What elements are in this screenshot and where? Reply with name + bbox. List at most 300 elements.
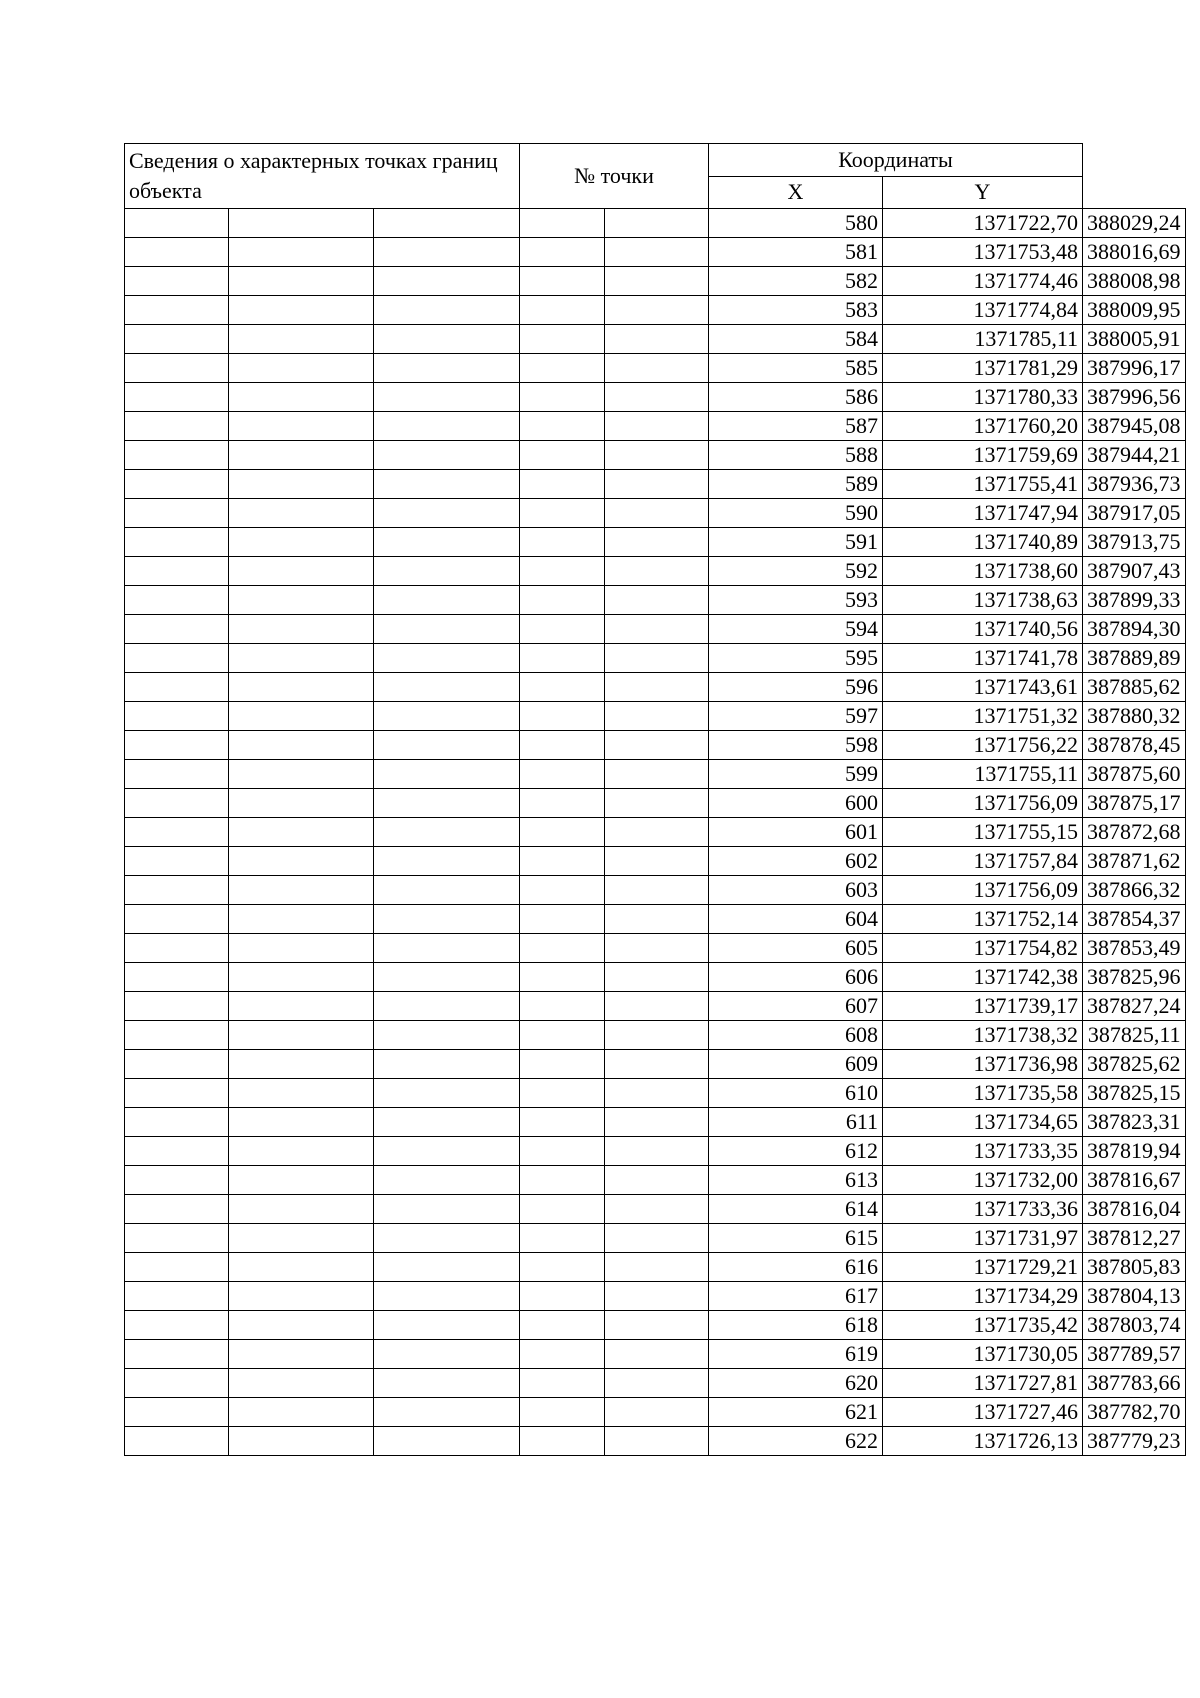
empty-cell bbox=[374, 1340, 520, 1369]
empty-cell bbox=[605, 760, 709, 789]
empty-cell bbox=[374, 267, 520, 296]
table-row bbox=[125, 499, 1186, 528]
x-coordinate-cell: 1371747,94 bbox=[883, 499, 1083, 528]
empty-cell bbox=[374, 1427, 520, 1456]
point-number-cell: 589 bbox=[709, 470, 883, 499]
empty-cell bbox=[520, 789, 605, 818]
y-coordinate-cell: 387878,45 bbox=[1083, 731, 1186, 760]
y-coordinate-cell: 387854,37 bbox=[1083, 905, 1186, 934]
empty-cell bbox=[125, 557, 229, 586]
empty-cell bbox=[605, 441, 709, 470]
empty-cell bbox=[229, 1311, 374, 1340]
x-coordinate-cell: 1371738,60 bbox=[883, 557, 1083, 586]
table-row bbox=[125, 963, 1186, 992]
point-number-cell: 591 bbox=[709, 528, 883, 557]
empty-cell bbox=[520, 847, 605, 876]
table-row bbox=[125, 615, 1186, 644]
empty-cell bbox=[520, 1340, 605, 1369]
point-number-cell: 617 bbox=[709, 1282, 883, 1311]
empty-cell bbox=[125, 1427, 229, 1456]
empty-cell bbox=[605, 1224, 709, 1253]
empty-cell bbox=[520, 1050, 605, 1079]
empty-cell bbox=[374, 1195, 520, 1224]
empty-cell bbox=[125, 1021, 229, 1050]
x-coordinate-cell: 1371756,09 bbox=[883, 789, 1083, 818]
empty-cell bbox=[520, 673, 605, 702]
empty-cell bbox=[520, 1311, 605, 1340]
empty-cell bbox=[605, 557, 709, 586]
empty-cell bbox=[125, 267, 229, 296]
empty-cell bbox=[125, 760, 229, 789]
point-number-cell: 595 bbox=[709, 644, 883, 673]
y-coordinate-cell: 388016,69 bbox=[1083, 238, 1186, 267]
empty-cell bbox=[605, 1021, 709, 1050]
empty-cell bbox=[125, 847, 229, 876]
point-number-cell: 600 bbox=[709, 789, 883, 818]
info-title-cell: Сведения о характерных точках границ объекта bbox=[125, 144, 520, 209]
empty-cell bbox=[229, 528, 374, 557]
empty-cell bbox=[605, 1137, 709, 1166]
x-coordinate-cell: 1371726,13 bbox=[883, 1427, 1083, 1456]
empty-cell bbox=[520, 702, 605, 731]
empty-cell bbox=[229, 1253, 374, 1282]
empty-cell bbox=[229, 470, 374, 499]
table-row bbox=[125, 731, 1186, 760]
empty-cell bbox=[605, 499, 709, 528]
empty-cell bbox=[374, 731, 520, 760]
empty-cell bbox=[229, 586, 374, 615]
empty-cell bbox=[605, 1311, 709, 1340]
empty-cell bbox=[520, 528, 605, 557]
empty-cell bbox=[374, 673, 520, 702]
y-coordinate-cell: 388009,95 bbox=[1083, 296, 1186, 325]
empty-cell bbox=[229, 1224, 374, 1253]
empty-cell bbox=[229, 354, 374, 383]
empty-cell bbox=[125, 1166, 229, 1195]
point-number-cell: 615 bbox=[709, 1224, 883, 1253]
table-row bbox=[125, 818, 1186, 847]
y-coordinate-cell: 387816,04 bbox=[1083, 1195, 1186, 1224]
boundary-points-table bbox=[124, 143, 1186, 1456]
x-coordinate-cell: 1371742,38 bbox=[883, 963, 1083, 992]
empty-cell bbox=[374, 1021, 520, 1050]
empty-cell bbox=[520, 1021, 605, 1050]
empty-cell bbox=[520, 1282, 605, 1311]
point-number-cell: 612 bbox=[709, 1137, 883, 1166]
empty-cell bbox=[605, 1427, 709, 1456]
empty-cell bbox=[229, 1340, 374, 1369]
y-coordinate-cell: 387812,27 bbox=[1083, 1224, 1186, 1253]
x-coordinate-cell: 1371740,89 bbox=[883, 528, 1083, 557]
empty-cell bbox=[125, 354, 229, 383]
table-row bbox=[125, 1253, 1186, 1282]
x-coordinate-cell: 1371755,15 bbox=[883, 818, 1083, 847]
x-coordinate-cell: 1371774,46 bbox=[883, 267, 1083, 296]
empty-cell bbox=[229, 1137, 374, 1166]
table-row bbox=[125, 934, 1186, 963]
y-coordinate-cell: 387894,30 bbox=[1083, 615, 1186, 644]
empty-cell bbox=[374, 470, 520, 499]
point-number-cell: 614 bbox=[709, 1195, 883, 1224]
x-coordinate-cell: 1371753,48 bbox=[883, 238, 1083, 267]
x-coordinate-cell: 1371740,56 bbox=[883, 615, 1083, 644]
empty-cell bbox=[374, 876, 520, 905]
empty-cell bbox=[125, 1253, 229, 1282]
empty-cell bbox=[605, 1369, 709, 1398]
point-number-cell: 609 bbox=[709, 1050, 883, 1079]
empty-cell bbox=[605, 412, 709, 441]
empty-cell bbox=[125, 1224, 229, 1253]
point-number-cell: 585 bbox=[709, 354, 883, 383]
table-row bbox=[125, 354, 1186, 383]
y-coordinate-cell: 387880,32 bbox=[1083, 702, 1186, 731]
empty-cell bbox=[374, 934, 520, 963]
empty-cell bbox=[520, 905, 605, 934]
empty-cell bbox=[520, 296, 605, 325]
y-coordinate-cell: 388029,24 bbox=[1083, 209, 1186, 238]
empty-cell bbox=[229, 818, 374, 847]
empty-cell bbox=[520, 557, 605, 586]
header-row-1 bbox=[125, 144, 1186, 177]
point-number-cell: 606 bbox=[709, 963, 883, 992]
x-coordinate-cell: 1371733,36 bbox=[883, 1195, 1083, 1224]
empty-cell bbox=[125, 905, 229, 934]
empty-cell bbox=[520, 963, 605, 992]
empty-cell bbox=[229, 992, 374, 1021]
empty-cell bbox=[229, 1050, 374, 1079]
empty-cell bbox=[605, 789, 709, 818]
empty-cell bbox=[605, 470, 709, 499]
empty-cell bbox=[229, 702, 374, 731]
y-coordinate-cell: 387789,57 bbox=[1083, 1340, 1186, 1369]
y-coordinate-cell: 387825,11 bbox=[1083, 1021, 1186, 1050]
y-coordinate-cell: 387803,74 bbox=[1083, 1311, 1186, 1340]
empty-cell bbox=[605, 847, 709, 876]
x-coordinate-cell: 1371751,32 bbox=[883, 702, 1083, 731]
empty-cell bbox=[229, 615, 374, 644]
x-coordinate-cell: 1371736,98 bbox=[883, 1050, 1083, 1079]
empty-cell bbox=[520, 1195, 605, 1224]
y-coordinate-cell: 387936,73 bbox=[1083, 470, 1186, 499]
empty-cell bbox=[520, 1108, 605, 1137]
table-row bbox=[125, 644, 1186, 673]
empty-cell bbox=[520, 1166, 605, 1195]
x-coordinate-cell: 1371738,63 bbox=[883, 586, 1083, 615]
y-coordinate-cell: 387825,15 bbox=[1083, 1079, 1186, 1108]
empty-cell bbox=[229, 1398, 374, 1427]
empty-cell bbox=[374, 383, 520, 412]
y-coordinate-cell: 387853,49 bbox=[1083, 934, 1186, 963]
x-coordinate-cell: 1371754,82 bbox=[883, 934, 1083, 963]
y-coordinate-cell: 387804,13 bbox=[1083, 1282, 1186, 1311]
empty-cell bbox=[374, 528, 520, 557]
empty-cell bbox=[229, 1282, 374, 1311]
empty-cell bbox=[520, 441, 605, 470]
empty-cell bbox=[605, 876, 709, 905]
empty-cell bbox=[374, 1224, 520, 1253]
y-coordinate-cell: 387996,56 bbox=[1083, 383, 1186, 412]
table-row bbox=[125, 789, 1186, 818]
empty-cell bbox=[229, 499, 374, 528]
empty-cell bbox=[605, 586, 709, 615]
x-coordinate-cell: 1371759,69 bbox=[883, 441, 1083, 470]
empty-cell bbox=[125, 586, 229, 615]
empty-cell bbox=[374, 557, 520, 586]
empty-cell bbox=[125, 1137, 229, 1166]
y-coordinate-cell: 387907,43 bbox=[1083, 557, 1186, 586]
empty-cell bbox=[520, 731, 605, 760]
point-number-cell: 610 bbox=[709, 1079, 883, 1108]
empty-cell bbox=[374, 1369, 520, 1398]
empty-cell bbox=[374, 992, 520, 1021]
table-row bbox=[125, 586, 1186, 615]
y-coordinate-cell: 387866,32 bbox=[1083, 876, 1186, 905]
x-coordinate-cell: 1371774,84 bbox=[883, 296, 1083, 325]
empty-cell bbox=[374, 412, 520, 441]
empty-cell bbox=[125, 470, 229, 499]
empty-cell bbox=[374, 818, 520, 847]
y-coordinate-cell: 387823,31 bbox=[1083, 1108, 1186, 1137]
empty-cell bbox=[125, 992, 229, 1021]
point-number-cell: 592 bbox=[709, 557, 883, 586]
empty-cell bbox=[520, 267, 605, 296]
table-row bbox=[125, 1108, 1186, 1137]
empty-cell bbox=[605, 383, 709, 412]
empty-cell bbox=[229, 209, 374, 238]
table-row bbox=[125, 441, 1186, 470]
empty-cell bbox=[229, 673, 374, 702]
empty-cell bbox=[229, 963, 374, 992]
table-row bbox=[125, 1050, 1186, 1079]
empty-cell bbox=[229, 644, 374, 673]
empty-cell bbox=[374, 325, 520, 354]
empty-cell bbox=[229, 1195, 374, 1224]
empty-cell bbox=[374, 760, 520, 789]
coordinates-header: Координаты bbox=[709, 144, 1083, 177]
empty-cell bbox=[374, 1050, 520, 1079]
empty-cell bbox=[374, 847, 520, 876]
empty-cell bbox=[374, 789, 520, 818]
point-number-cell: 611 bbox=[709, 1108, 883, 1137]
empty-cell bbox=[125, 731, 229, 760]
empty-cell bbox=[125, 615, 229, 644]
empty-cell bbox=[229, 731, 374, 760]
point-number-cell: 601 bbox=[709, 818, 883, 847]
y-coordinate-cell: 387871,62 bbox=[1083, 847, 1186, 876]
x-coordinate-cell: 1371755,41 bbox=[883, 470, 1083, 499]
table-row bbox=[125, 1195, 1186, 1224]
y-coordinate-cell: 387913,75 bbox=[1083, 528, 1186, 557]
empty-cell bbox=[374, 296, 520, 325]
table-row bbox=[125, 702, 1186, 731]
empty-cell bbox=[125, 383, 229, 412]
empty-cell bbox=[374, 963, 520, 992]
y-header: Y bbox=[883, 176, 1083, 209]
point-number-cell: 584 bbox=[709, 325, 883, 354]
empty-cell bbox=[229, 267, 374, 296]
table-row bbox=[125, 1369, 1186, 1398]
point-number-cell: 590 bbox=[709, 499, 883, 528]
x-header: X bbox=[709, 176, 883, 209]
y-coordinate-cell: 387945,08 bbox=[1083, 412, 1186, 441]
table-row bbox=[125, 1166, 1186, 1195]
point-number-cell: 602 bbox=[709, 847, 883, 876]
empty-cell bbox=[520, 1079, 605, 1108]
x-coordinate-cell: 1371722,70 bbox=[883, 209, 1083, 238]
table-row bbox=[125, 1282, 1186, 1311]
table-row bbox=[125, 557, 1186, 586]
y-coordinate-cell: 387944,21 bbox=[1083, 441, 1186, 470]
empty-cell bbox=[605, 1166, 709, 1195]
point-number-cell: 583 bbox=[709, 296, 883, 325]
empty-cell bbox=[520, 1253, 605, 1282]
empty-cell bbox=[520, 1224, 605, 1253]
empty-cell bbox=[520, 209, 605, 238]
empty-cell bbox=[520, 238, 605, 267]
empty-cell bbox=[374, 644, 520, 673]
empty-cell bbox=[520, 1398, 605, 1427]
table-row bbox=[125, 1311, 1186, 1340]
point-number-cell: 613 bbox=[709, 1166, 883, 1195]
empty-cell bbox=[125, 1398, 229, 1427]
y-coordinate-cell: 387899,33 bbox=[1083, 586, 1186, 615]
empty-cell bbox=[520, 876, 605, 905]
empty-cell bbox=[229, 557, 374, 586]
x-coordinate-cell: 1371741,78 bbox=[883, 644, 1083, 673]
empty-cell bbox=[520, 470, 605, 499]
empty-cell bbox=[520, 1137, 605, 1166]
empty-cell bbox=[125, 673, 229, 702]
empty-cell bbox=[374, 615, 520, 644]
x-coordinate-cell: 1371734,65 bbox=[883, 1108, 1083, 1137]
y-coordinate-cell: 387917,05 bbox=[1083, 499, 1186, 528]
y-coordinate-cell: 387816,67 bbox=[1083, 1166, 1186, 1195]
empty-cell bbox=[605, 1253, 709, 1282]
x-coordinate-cell: 1371743,61 bbox=[883, 673, 1083, 702]
point-number-cell: 619 bbox=[709, 1340, 883, 1369]
empty-cell bbox=[520, 499, 605, 528]
y-coordinate-cell: 387825,96 bbox=[1083, 963, 1186, 992]
x-coordinate-cell: 1371785,11 bbox=[883, 325, 1083, 354]
empty-cell bbox=[229, 441, 374, 470]
empty-cell bbox=[520, 934, 605, 963]
empty-cell bbox=[520, 354, 605, 383]
point-number-cell: 621 bbox=[709, 1398, 883, 1427]
empty-cell bbox=[374, 1311, 520, 1340]
empty-cell bbox=[605, 644, 709, 673]
y-coordinate-cell: 387889,89 bbox=[1083, 644, 1186, 673]
x-coordinate-cell: 1371731,97 bbox=[883, 1224, 1083, 1253]
empty-cell bbox=[125, 1282, 229, 1311]
empty-cell bbox=[520, 818, 605, 847]
empty-cell bbox=[605, 238, 709, 267]
empty-cell bbox=[520, 586, 605, 615]
empty-cell bbox=[125, 789, 229, 818]
empty-cell bbox=[229, 296, 374, 325]
table-row bbox=[125, 1021, 1186, 1050]
empty-cell bbox=[125, 528, 229, 557]
empty-cell bbox=[605, 1282, 709, 1311]
empty-cell bbox=[605, 1079, 709, 1108]
empty-cell bbox=[374, 1282, 520, 1311]
y-coordinate-cell: 387885,62 bbox=[1083, 673, 1186, 702]
empty-cell bbox=[125, 412, 229, 441]
empty-cell bbox=[125, 702, 229, 731]
empty-cell bbox=[125, 296, 229, 325]
empty-cell bbox=[125, 499, 229, 528]
empty-cell bbox=[605, 528, 709, 557]
table-row bbox=[125, 325, 1186, 354]
empty-cell bbox=[229, 934, 374, 963]
point-number-cell: 604 bbox=[709, 905, 883, 934]
empty-cell bbox=[229, 760, 374, 789]
empty-cell bbox=[125, 644, 229, 673]
x-coordinate-cell: 1371739,17 bbox=[883, 992, 1083, 1021]
empty-cell bbox=[229, 876, 374, 905]
table-row bbox=[125, 528, 1186, 557]
y-coordinate-cell: 387782,70 bbox=[1083, 1398, 1186, 1427]
empty-cell bbox=[125, 818, 229, 847]
x-coordinate-cell: 1371735,58 bbox=[883, 1079, 1083, 1108]
point-number-cell: 580 bbox=[709, 209, 883, 238]
table-row bbox=[125, 238, 1186, 267]
empty-cell bbox=[520, 992, 605, 1021]
y-coordinate-cell: 387872,68 bbox=[1083, 818, 1186, 847]
empty-cell bbox=[125, 1311, 229, 1340]
empty-cell bbox=[520, 325, 605, 354]
empty-cell bbox=[125, 325, 229, 354]
table-row bbox=[125, 412, 1186, 441]
table-row bbox=[125, 760, 1186, 789]
empty-cell bbox=[374, 238, 520, 267]
empty-cell bbox=[605, 1050, 709, 1079]
empty-cell bbox=[125, 238, 229, 267]
point-number-cell: 588 bbox=[709, 441, 883, 470]
y-coordinate-cell: 388008,98 bbox=[1083, 267, 1186, 296]
table-row bbox=[125, 1224, 1186, 1253]
point-number-cell: 581 bbox=[709, 238, 883, 267]
empty-cell bbox=[605, 818, 709, 847]
point-number-cell: 622 bbox=[709, 1427, 883, 1456]
x-coordinate-cell: 1371780,33 bbox=[883, 383, 1083, 412]
table-row bbox=[125, 1137, 1186, 1166]
table-row bbox=[125, 296, 1186, 325]
y-coordinate-cell: 387783,66 bbox=[1083, 1369, 1186, 1398]
empty-cell bbox=[374, 586, 520, 615]
x-coordinate-cell: 1371738,32 bbox=[883, 1021, 1083, 1050]
table-row bbox=[125, 383, 1186, 412]
table-row bbox=[125, 673, 1186, 702]
x-coordinate-cell: 1371757,84 bbox=[883, 847, 1083, 876]
x-coordinate-cell: 1371781,29 bbox=[883, 354, 1083, 383]
point-number-cell: 599 bbox=[709, 760, 883, 789]
x-coordinate-cell: 1371727,81 bbox=[883, 1369, 1083, 1398]
empty-cell bbox=[125, 1195, 229, 1224]
empty-cell bbox=[374, 1166, 520, 1195]
x-coordinate-cell: 1371733,35 bbox=[883, 1137, 1083, 1166]
empty-cell bbox=[374, 1253, 520, 1282]
empty-cell bbox=[229, 325, 374, 354]
table-row bbox=[125, 876, 1186, 905]
y-coordinate-cell: 387827,24 bbox=[1083, 992, 1186, 1021]
empty-cell bbox=[125, 963, 229, 992]
table-row bbox=[125, 847, 1186, 876]
empty-cell bbox=[229, 238, 374, 267]
y-coordinate-cell: 387805,83 bbox=[1083, 1253, 1186, 1282]
x-coordinate-cell: 1371727,46 bbox=[883, 1398, 1083, 1427]
x-coordinate-cell: 1371760,20 bbox=[883, 412, 1083, 441]
x-coordinate-cell: 1371732,00 bbox=[883, 1166, 1083, 1195]
